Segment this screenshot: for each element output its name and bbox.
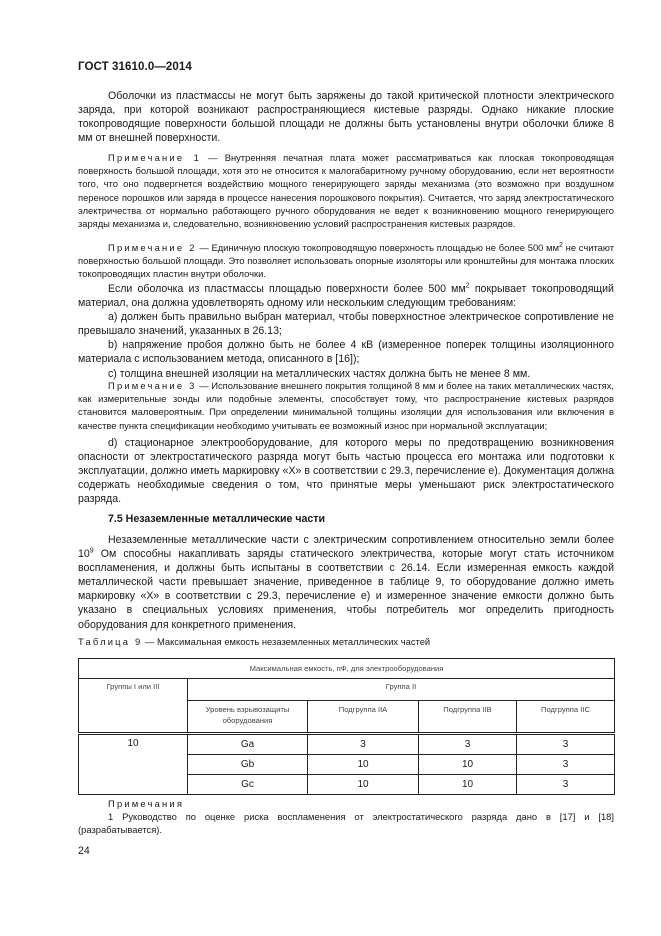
note-1: Примечание 1 — Внутренняя печатная плата может рассматриваться как плоская токопроводящая поверхность большой площади, хотя это не относится к малогабаритному ручному оборудованию, если нет вероятности того, что оно подвергнется воздействию мощного генерирующего заряды механизма (это возможно при воздушном переносе порошков или заряда в процессе нанесения порошкового покрытия). Считается, что заряд электростатического электричества от нормально работающего ручного оборудования не ведет к возникновению мощного генерирующего заряды механизма и, следовательно, возникновению условий распространения кистевых разрядов.: [78, 152, 615, 230]
document-id-header: ГОСТ 31610.0—2014: [78, 61, 192, 73]
list-item-d: d) стационарное электрооборудование, для которого меры по предотвращению возникновения опасности от электростатического разряда могут быть частью процесса его монтажа или подготовки к эксплуатации, должно иметь маркировку «Х» в соответствии с 29.3, перечисление е). Документация должна содержать необходимые сведения о том, что принятые меры уменьшают риск электростатического разряда.: [78, 437, 614, 506]
list-item-a: а) должен быть правильно выбран материал, чтобы поверхностное электрическое сопротивление не превышало значений, указанных в 26.13;: [78, 311, 614, 338]
note-2: Примечание 2 — Единичную плоскую токопроводящую поверхность площадью не более 500 $мм^2$ не считают поверхностью большой площади. Это позволяет использовать опорные изоляторы или кронштейны для монтажа плоских токопроводящих пластин внутри оболочки.: [78, 241, 614, 280]
paragraph-requirements: Если оболочка из пластмассы площадью поверхности более 500 $мм^2$ покрывает токопроводящий материал, она должна удовлетворять одному или нескольким следующим требованиям: а) должен быть правильно выбран материал, чтобы поверхностное электрическое сопротивление не превышало значений, указанных в 26.13; b) напряжение пробоя должно быть не более 4 кВ (измеренное поперек толщины изоляционного материала с использованием метода, описанного в [16]); с) толщина внешней изоляции на металлических частях должна быть не менее 8 мм.: [78, 282, 614, 380]
table-row: 10 Ga 3 3 3: [79, 734, 615, 755]
table-row: Gc 10 10 3: [79, 775, 615, 795]
note-label: Примечание 1: [108, 152, 202, 163]
page-number: 24: [78, 845, 90, 857]
section-paragraph: Незаземленные металлические части с электрическим сопротивлением относительно земли более $10^9$ Ом способны накапливать заряды статического электричества, которые могут стать источником воспламенения, и должны быть испытаны в соответствии с 26.14. Если измеренная емкость каждой металлической части превышает значение, приведенное в таблице 9, то оборудование должно иметь маркировку «Х» в соответствии с 29.3, перечисление е) и измеренное значение емкости должно быть указано в специальных условиях применения, чтобы потребитель мог определить пригодность оборудования для конкретного применения.: [78, 534, 614, 631]
table-group-row: [79, 679, 615, 701]
notes-after-table: [78, 797, 614, 837]
list-item-b: b) напряжение пробоя должно быть не более 4 кВ (измеренное поперек толщины изоляционного материала с использованием метода, описанного в [16]);: [78, 339, 614, 366]
notes-title: Примечания: [108, 798, 185, 809]
list-item-c: с) толщина внешней изоляции на металлических частях должна быть не менее 8 мм.: [108, 367, 531, 380]
capacitance-table: [78, 658, 615, 795]
table-row: Gb 10 10 3: [79, 755, 615, 775]
paragraph-plastic-enclosures: Оболочки из пластмассы не могут быть заряжены до такой критической плотности электрического заряда, при которой возникают распространяющиеся кистевые разряды. Однако никакие плоские токопроводящие поверхности большой площади не должны быть установлены внутри оболочки ближе 8 мм от внешней поверхности.: [78, 90, 614, 145]
note-label: Примечание 3: [108, 380, 197, 391]
group-1-3-value: 10: [79, 734, 188, 795]
group-1-3-header: Группы I или III: [79, 679, 188, 734]
note-3: Примечание 3 — Использование внешнего покрытия толщиной 8 мм и более на таких металлических частях, как измерительные зонды или подобные элементы, способствует тому, что распространение кистевых разрядов становится маловероятным. При определении минимальной толщины изоляции для использования или включения в качестве пункта спецификации необходимо учитывать ее возможный износ при нормальной эксплуатации;: [78, 380, 614, 431]
note-label: Примечание 2: [108, 242, 197, 253]
group-2-header: Группа II: [188, 679, 615, 701]
table-caption: Таблица 9 — Максимальная емкость незаземленных металлических частей: [78, 636, 431, 647]
section-title: 7.5 Незаземленные металлические части: [108, 513, 325, 525]
table-subheader-row: Уровень взрывозащиты оборудования Подгруппа IIA Подгруппа IIB Подгруппа IIC: [79, 701, 615, 734]
note-item-1: 1 Руководство по оценке риска воспламенения от электростатического разряда дано в [17] и [18] (разрабатывается).: [78, 811, 614, 836]
table-title-row: Максимальная емкость, пФ, для электрооборудования: [79, 659, 615, 679]
